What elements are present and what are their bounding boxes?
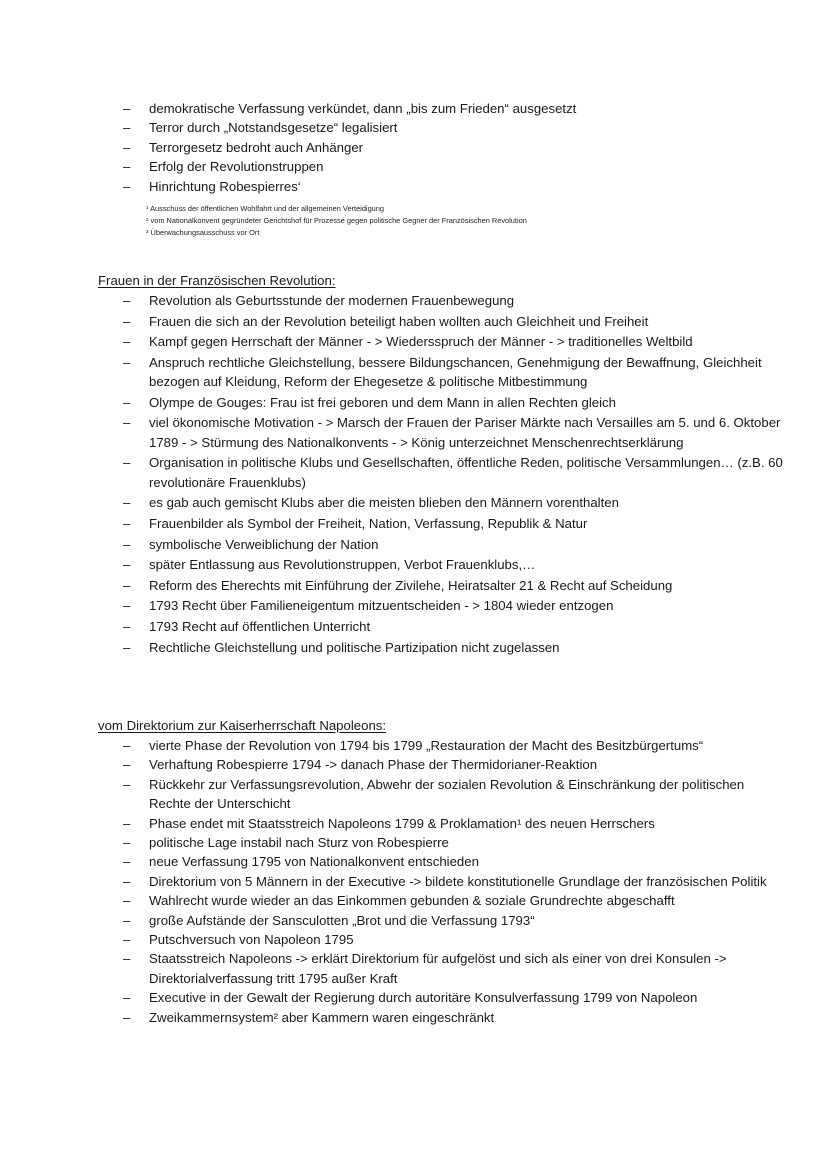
list-item: – politische Lage instabil nach Sturz von Robespierre: [123, 835, 449, 851]
list-item: – Terror durch „Notstandsgesetze“ legalisiert: [123, 120, 398, 136]
list-item: – später Entlassung aus Revolutionstruppen, Verbot Frauenklubs,…: [123, 557, 536, 573]
list-item: – Olympe de Gouges: Frau ist frei geboren und dem Mann in allen Rechten gleich: [123, 394, 616, 410]
list-item: – Kampf gegen Herrschaft der Männer - > Wiedersspruch der Männer - > traditionelles Weltbild: [123, 334, 693, 350]
footnote: ³ Überwachungsausschuss vor Ort: [146, 228, 260, 238]
list-item: – Verhaftung Robespierre 1794 -> danach Phase der Thermidorianer-Reaktion: [123, 757, 598, 773]
list-item: – Zweikammernsystem² aber Kammern waren eingeschränkt: [123, 1009, 495, 1025]
list-item: – Staatsstreich Napoleons -> erklärt Direktorium für aufgelöst und sich als einer von drei Konsulen -> Direktorialverfassung tritt 1795 außer Kraft: [123, 951, 727, 986]
list-item: – Erfolg der Revolutionstruppen: [123, 159, 324, 175]
list-item: – 1793 Recht über Familieneigentum mitzuentscheiden - > 1804 wieder entzogen: [123, 598, 614, 614]
women-list: [123, 291, 789, 658]
footnote: ¹ Ausschuss der öffentlichen Wohlfahrt und der allgemeinen Verteidigung: [146, 204, 385, 213]
list-item: – Frauenbilder als Symbol der Freiheit, Nation, Verfassung, Republik & Natur: [123, 515, 588, 531]
list-item: – Revolution als Geburtsstunde der modernen Frauenbewegung: [123, 293, 515, 308]
list-item: – große Aufstände der Sansculotten „Brot und die Verfassung 1793“: [123, 912, 535, 928]
top-list: [123, 99, 799, 196]
list-item: – Frauen die sich an der Revolution beteiligt haben wollten auch Gleichheit und Freiheit: [123, 313, 649, 329]
list-item: – symbolische Verweiblichung der Nation: [123, 536, 379, 552]
list-item: – neue Verfassung 1795 von Nationalkonvent entschieden: [123, 854, 479, 870]
list-item: – Anspruch rechtliche Gleichstellung, bessere Bildungschancen, Genehmigung der Bewaffnung, Gleichheit bezogen auf Kleidung, Reform der Ehegesetze & politische Mitbestimmung: [123, 354, 762, 390]
section-heading-napoleon: vom Direktorium zur Kaiserherrschaft Napoleons:: [98, 718, 387, 733]
list-item: – Putschversuch von Napoleon 1795: [123, 932, 354, 948]
list-item: – Direktorium von 5 Männern in der Executive -> bildete konstitutionelle Grundlage der französischen Politik: [123, 873, 767, 889]
list-item: – vierte Phase der Revolution von 1794 bis 1799 „Restauration der Macht des Besitzbürgertums“: [123, 738, 704, 753]
list-item: – Organisation in politische Klubs und Gesellschaften, öffentliche Reden, politische Versammlungen… (z.B. 60 revolutionäre Frauenklubs): [123, 455, 783, 490]
list-item: – demokratische Verfassung verkündet, dann „bis zum Frieden“ ausgesetzt: [123, 101, 577, 116]
list-item: – Rechtliche Gleichstellung und politische Partizipation nicht zugelassen: [123, 639, 560, 655]
list-item: – viel ökonomische Motivation - > Marsch der Frauen der Pariser Märkte nach Versailles am 5. und 6. Oktober 1789 - > Stürmung des Nationalkonvents - > König unterzeichnet Menschenrechtserklärung: [123, 415, 781, 450]
footnote: ² vom Nationalkonvent gegründeter Gerichtshof für Prozesse gegen politische Gegner der Französischen Revolution: [146, 216, 527, 226]
section-heading-women: Frauen in der Französischen Revolution:: [98, 273, 336, 288]
list-item: – Phase endet mit Staatsstreich Napoleons 1799 & Proklamation¹ des neuen Herrschers: [123, 815, 655, 831]
list-item: – Executive in der Gewalt der Regierung durch autoritäre Konsulverfassung 1799 von Napoleon: [123, 990, 698, 1006]
list-item: – Reform des Eherechts mit Einführung der Zivilehe, Heiratsalter 21 & Recht auf Scheidung: [123, 577, 673, 593]
list-item: – 1793 Recht auf öffentlichen Unterricht: [123, 618, 371, 634]
list-item: – Rückkehr zur Verfassungsrevolution, Abwehr der sozialen Revolution & Einschränkung der politischen Rechte der Unterschicht: [123, 776, 745, 812]
list-item: – Terrorgesetz bedroht auch Anhänger: [123, 139, 364, 155]
list-item: – es gab auch gemischt Klubs aber die meisten blieben den Männern vorenthalten: [123, 495, 619, 511]
napoleon-list: [123, 736, 789, 1027]
footnotes: [146, 203, 806, 240]
list-item: – Wahlrecht wurde wieder an das Einkommen gebunden & soziale Grundrechte abgeschafft: [123, 893, 675, 909]
list-item: – Hinrichtung Robespierres‘: [123, 178, 301, 194]
